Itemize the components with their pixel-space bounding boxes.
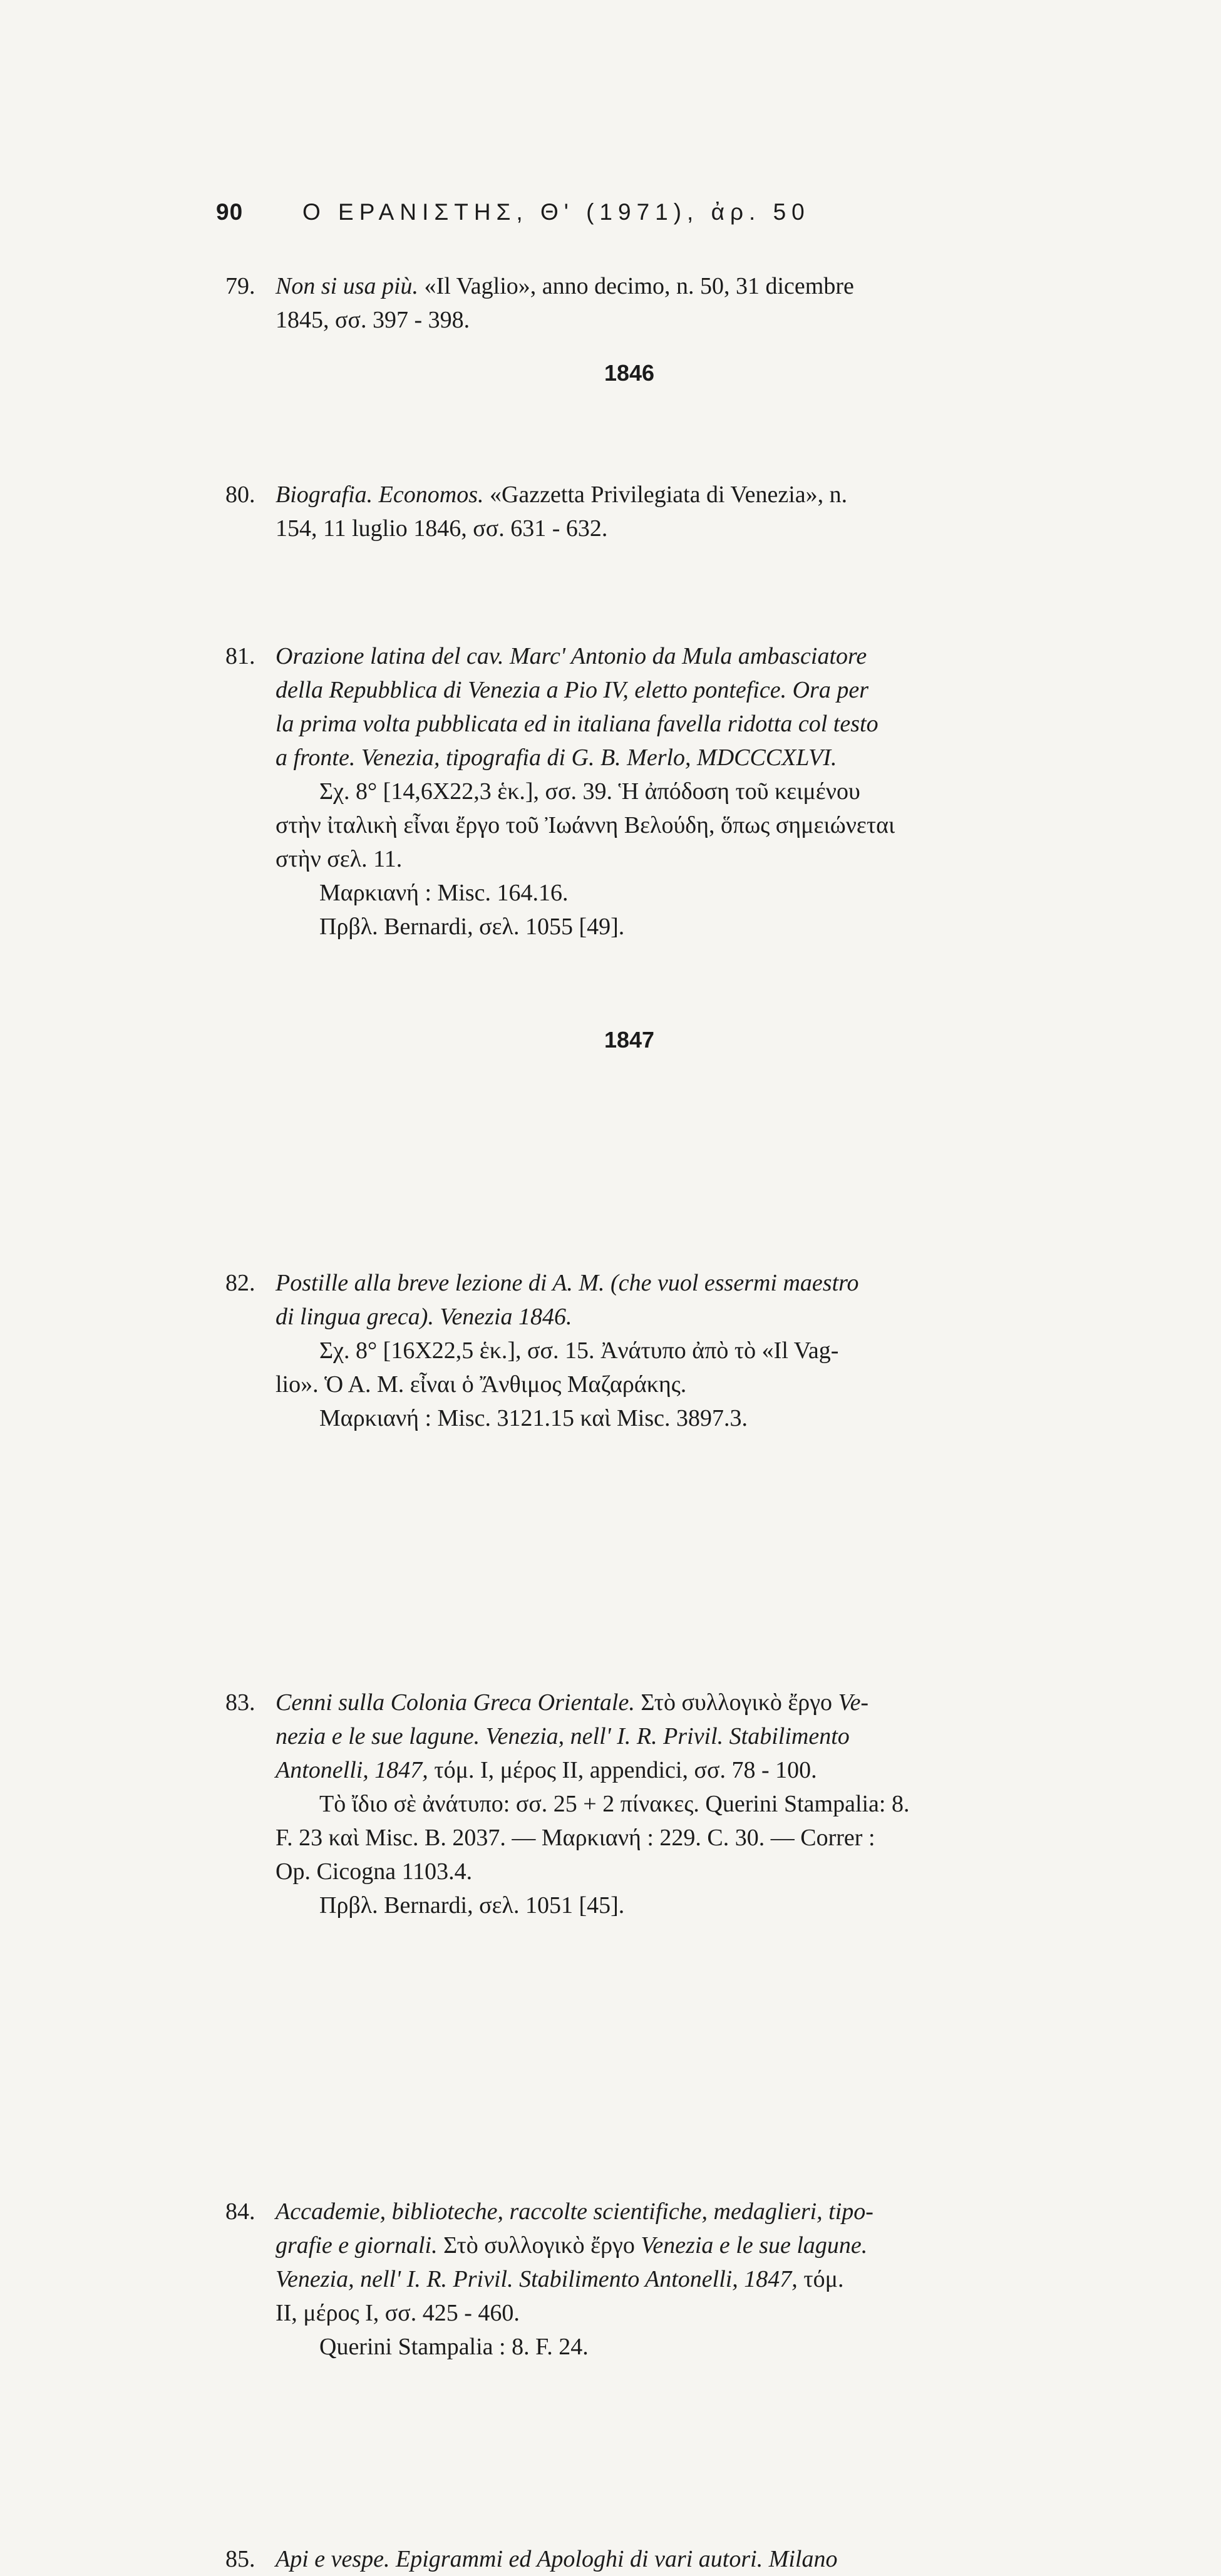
entry-number: 81.: [225, 643, 255, 669]
entry-line: [225, 2542, 1039, 2576]
entry-text: 1845, σσ. 397 - 398.: [276, 307, 470, 333]
entry-text: grafie e giornali.: [276, 2232, 438, 2259]
entry-line: [225, 707, 1039, 741]
entry-line: [225, 639, 1039, 673]
entry-text: Ve-: [838, 1689, 869, 1716]
bibliography-entry: [225, 2542, 1039, 2576]
entry-line: [225, 1686, 1039, 1719]
bibliography-entry: [225, 478, 1039, 545]
entry-note: Querini Stampalia : 8. F. 24.: [319, 2334, 589, 2360]
entry-note: στὴν σελ. 11.: [276, 846, 403, 872]
entry-line: [225, 2262, 1039, 2296]
year-heading: 1847: [604, 1027, 655, 1053]
entry-number: 85.: [225, 2546, 255, 2572]
entry-note: Πρβλ. Bernardi, σελ. 1055 [49].: [319, 914, 625, 940]
bibliography-entry: [225, 1266, 1039, 1435]
bibliography-entry: [225, 1686, 1039, 1922]
entry-text: di lingua greca). Venezia 1846.: [276, 1304, 572, 1330]
entry-note: Σχ. 8° [16X22,5 ἑκ.], σσ. 15. Ἀνάτυπο ἀπὸ τὸ «Il Vag-: [319, 1337, 839, 1364]
entry-text: Non si usa più.: [276, 273, 419, 299]
running-title: Ο ΕΡΑΝΙΣΤΗΣ, Θ' (1971), ἀρ. 50: [302, 199, 810, 225]
entry-line: [225, 2296, 1039, 2330]
entry-number: 82.: [225, 1270, 255, 1296]
entry-line: [225, 1300, 1039, 1334]
entry-text: Venezia e le sue lagune.: [641, 2232, 868, 2259]
entry-line: [225, 1753, 1039, 1787]
entry-note: Μαρκιανή : Misc. 164.16.: [319, 880, 569, 906]
entry-text: Api e vespe. Epigrammi ed Apologhi di vari autori. Milano: [276, 2546, 838, 2572]
entry-text: Στὸ συλλογικὸ ἔργο: [437, 2232, 641, 2259]
entry-number: 83.: [225, 1689, 255, 1716]
entry-note: Πρβλ. Bernardi, σελ. 1051 [45].: [319, 1892, 625, 1919]
entry-text: nezia e le sue lagune. Venezia, nell' I. R. Privil. Stabilimento: [276, 1723, 850, 1749]
entry-line: [225, 303, 1039, 337]
entry-line: [225, 1719, 1039, 1753]
entry-text: Accademie, biblioteche, raccolte scientifiche, medaglieri, tipo-: [276, 2198, 873, 2225]
entry-text: Orazione latina del cav. Marc' Antonio da Mula ambasciatore: [276, 643, 867, 669]
entry-text: «Il Vaglio», anno decimo, n. 50, 31 dicembre: [418, 273, 854, 299]
entry-text: τόμ. I, μέρος II, appendici, σσ. 78 - 100.: [428, 1757, 817, 1783]
entry-line: [225, 478, 1039, 512]
entry-line: [225, 2195, 1039, 2228]
entry-text: 154, 11 luglio 1846, σσ. 631 - 632.: [276, 515, 608, 542]
entry-text: Biografia. Economos.: [276, 482, 484, 508]
entry-text: Στὸ συλλογικὸ ἔργο: [634, 1689, 838, 1716]
entry-note: Μαρκιανή : Misc. 3121.15 καὶ Misc. 3897.3.: [319, 1405, 748, 1431]
entry-text: Postille alla breve lezione di A. M. (che vuol essermi maestro: [276, 1270, 859, 1296]
bibliography-entry: [225, 269, 1039, 337]
entry-text: τόμ.: [797, 2266, 844, 2292]
entry-line: [225, 269, 1039, 303]
entry-note: F. 23 καὶ Misc. B. 2037. — Μαρκιανή : 229. C. 30. — Correr :: [276, 1825, 875, 1851]
entry-note: Τὸ ἴδιο σὲ ἀνάτυπο: σσ. 25 + 2 πίνακες. Querini Stampalia: 8.: [319, 1791, 910, 1817]
entry-note: lio». Ὁ Α. Μ. εἶναι ὁ Ἄνθιμος Μαζαράκης.: [276, 1371, 687, 1398]
entry-number: 79.: [225, 273, 255, 299]
bibliography-entry: [225, 2195, 1039, 2364]
entry-text: Cenni sulla Colonia Greca Orientale.: [276, 1689, 635, 1716]
page-number: 90: [216, 199, 244, 225]
entry-line: [225, 741, 1039, 775]
year-heading: 1846: [604, 360, 655, 386]
entry-number: 84.: [225, 2198, 255, 2225]
entry-line: [225, 1266, 1039, 1300]
entry-text: II, μέρος I, σσ. 425 - 460.: [276, 2300, 520, 2326]
entry-note: Op. Cicogna 1103.4.: [276, 1858, 473, 1885]
entry-note: στὴν ἰταλικὴ εἶναι ἔργο τοῦ Ἰωάννη Βελούδη, ὅπως σημειώνεται: [276, 812, 895, 838]
entry-line: [225, 673, 1039, 707]
entry-text: Venezia, nell' I. R. Privil. Stabilimento Antonelli, 1847,: [276, 2266, 798, 2292]
entry-text: a fronte. Venezia, tipografia di G. B. Merlo, MDCCCXLVI.: [276, 744, 837, 771]
bibliography-entry: [225, 639, 1039, 944]
entry-text: «Gazzetta Privilegiata di Venezia», n.: [483, 482, 848, 508]
entry-note: Σχ. 8° [14,6X22,3 ἑκ.], σσ. 39. Ἡ ἀπόδοση τοῦ κειμένου: [319, 778, 860, 805]
entry-text: della Repubblica di Venezia a Pio IV, eletto pontefice. Ora per: [276, 677, 868, 703]
entry-text: Antonelli, 1847,: [276, 1757, 428, 1783]
entry-text: la prima volta pubblicata ed in italiana favella ridotta col testo: [276, 711, 878, 737]
entry-number: 80.: [225, 482, 255, 508]
entry-line: [225, 512, 1039, 545]
page-header: [216, 199, 905, 230]
entry-line: [225, 2228, 1039, 2262]
